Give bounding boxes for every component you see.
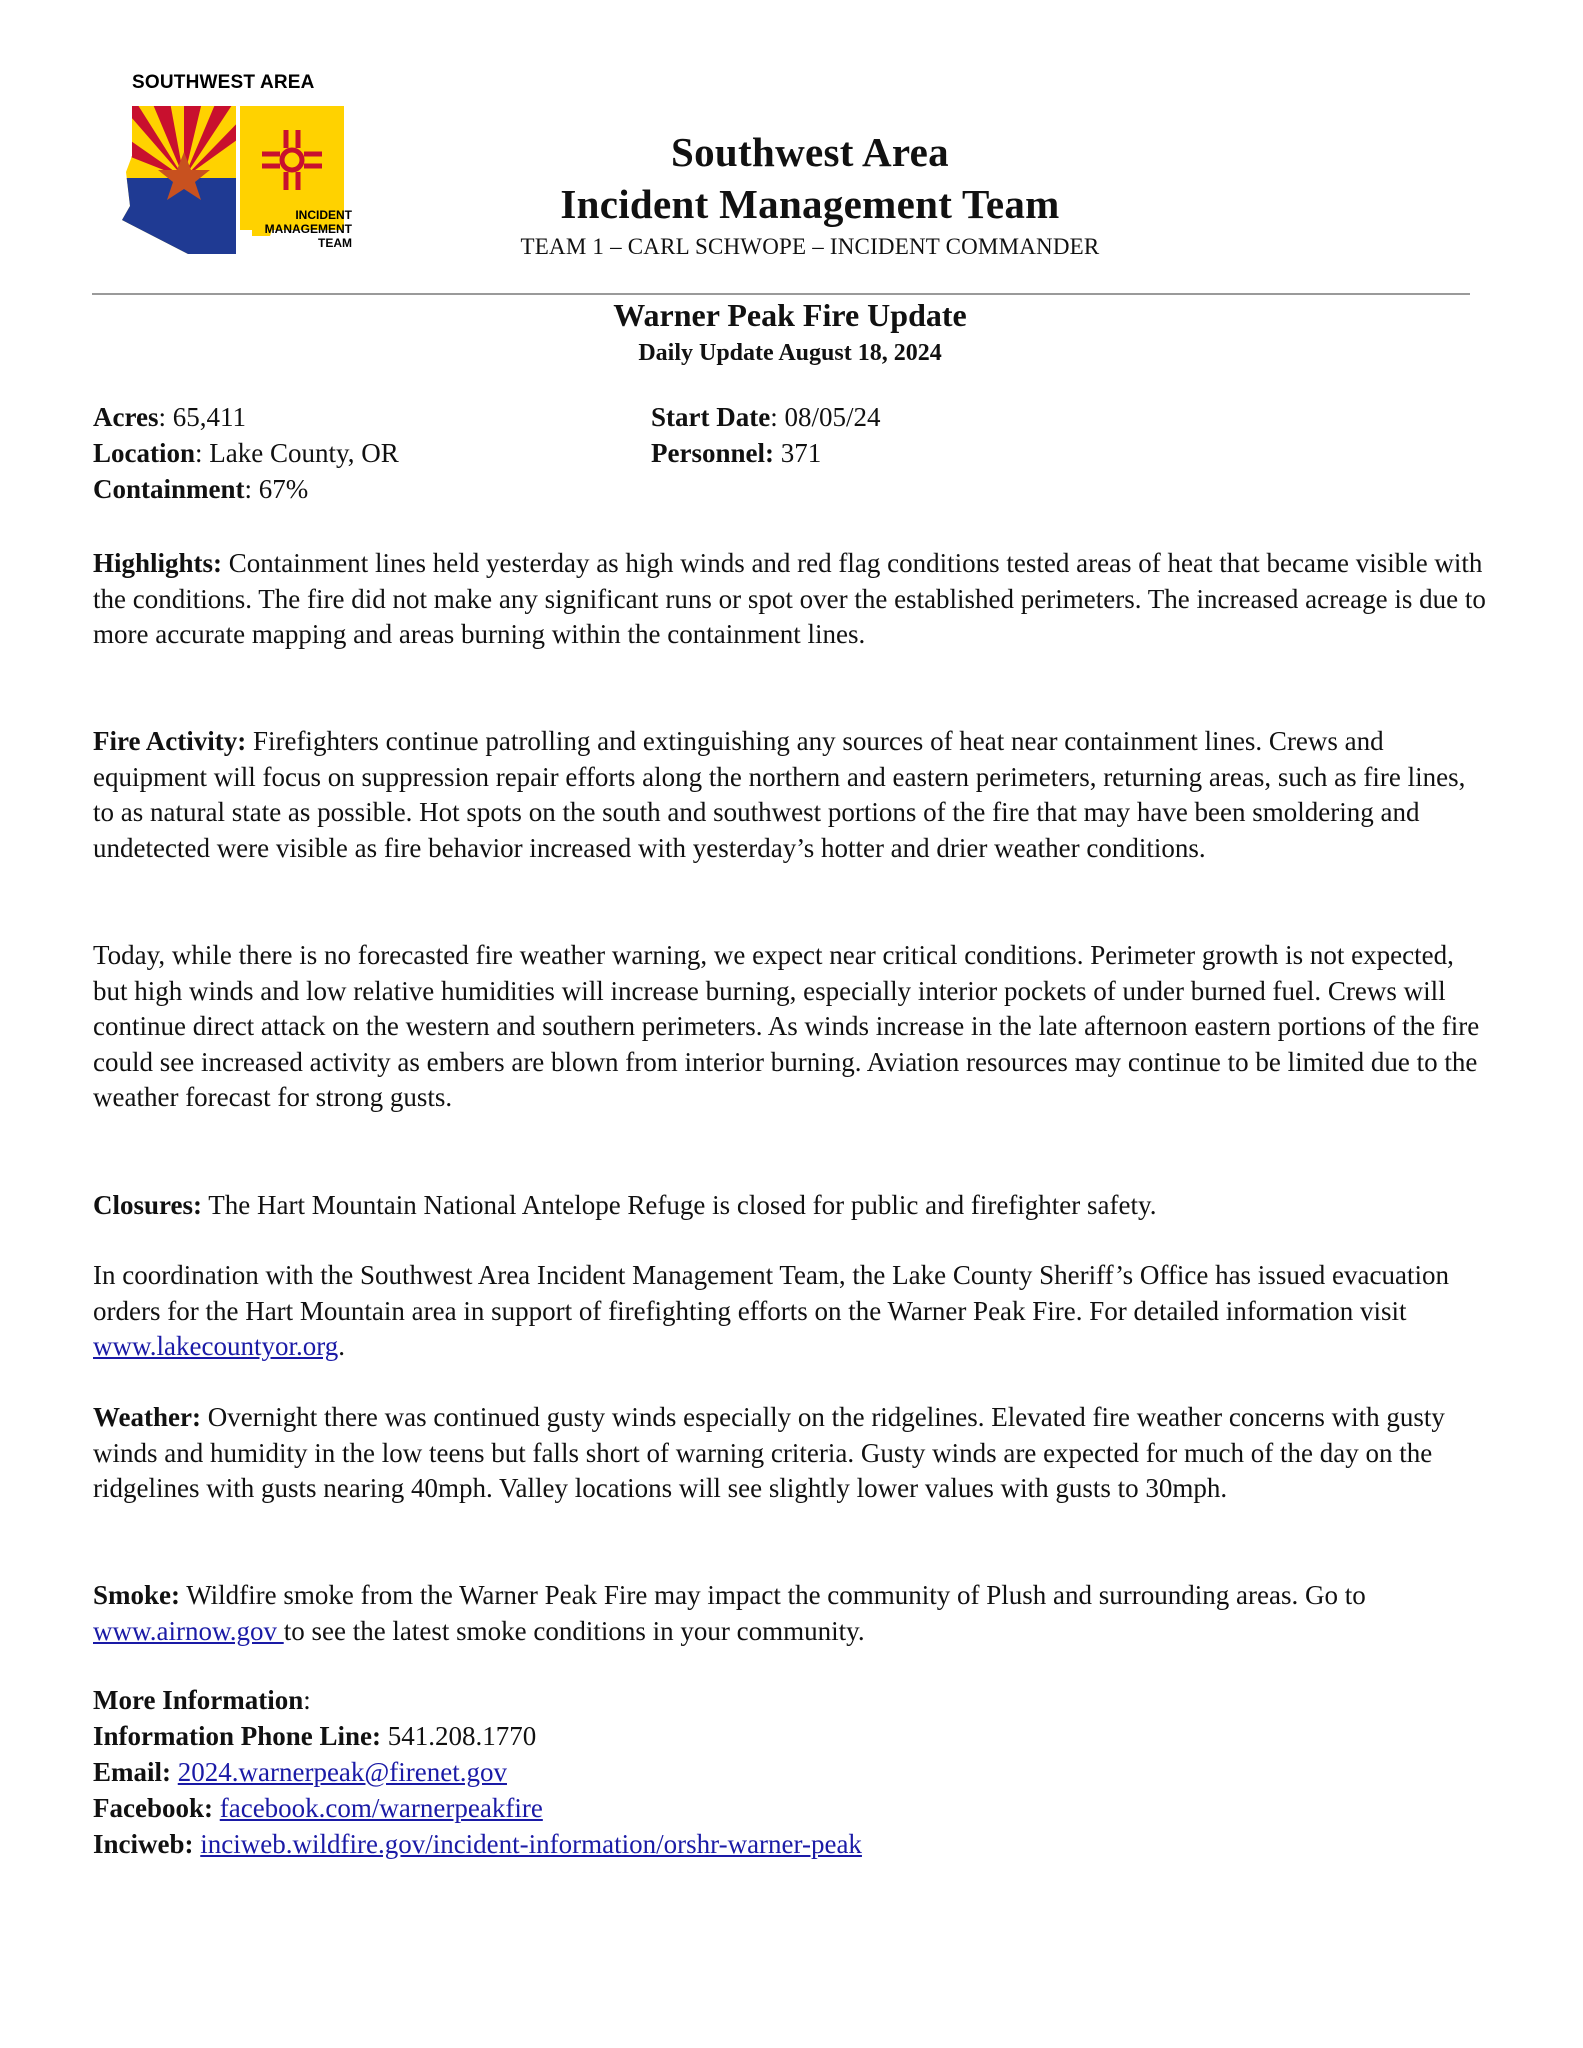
fact-label: Containment bbox=[93, 474, 245, 504]
section-label: Highlights: bbox=[93, 548, 223, 578]
logo-title: SOUTHWEST AREA bbox=[132, 72, 315, 93]
fact-separator: : bbox=[770, 402, 785, 432]
logo-sub-line: INCIDENT bbox=[295, 208, 352, 222]
section-text: The Hart Mountain National Antelope Refuge is closed for public and firefighter safety. bbox=[202, 1190, 1157, 1220]
coordination-paragraph bbox=[93, 1258, 1493, 1365]
info-label: Email: bbox=[93, 1757, 171, 1787]
fact-start-date bbox=[651, 402, 881, 433]
lake-county-link[interactable]: www.lakecountyor.org bbox=[93, 1331, 339, 1361]
header-divider bbox=[92, 293, 1470, 295]
smoke-paragraph bbox=[93, 1578, 1493, 1649]
fire-activity-paragraph bbox=[93, 724, 1493, 866]
airnow-link[interactable]: www.airnow.gov bbox=[93, 1615, 284, 1646]
phone-number: 541.208.1770 bbox=[387, 1721, 537, 1751]
closures-paragraph bbox=[93, 1188, 1493, 1224]
fact-separator bbox=[774, 438, 781, 468]
fact-separator: : bbox=[195, 438, 210, 468]
more-info-heading bbox=[93, 1685, 311, 1716]
section-text: Containment lines held yesterday as high winds and red flag conditions tested areas of heat that became visible with the conditions. The fire did not make any significant runs or spot over the established perimeters. The increased acreage is due to more accurate mapping and areas burning within the containment lines. bbox=[93, 548, 1486, 649]
org-name-line2: Incident Management Team bbox=[560, 181, 1060, 227]
document-title: Warner Peak Fire Update bbox=[613, 297, 967, 333]
info-label: Information Phone Line: bbox=[93, 1721, 382, 1751]
section-text: In coordination with the Southwest Area Incident Management Team, the Lake County Sheriff’s Office has issued evacuation orders for the Hart Mountain area in support of firefighting efforts on the Warner Peak Fire. For detailed information visit bbox=[93, 1260, 1449, 1326]
section-label: More Information bbox=[93, 1685, 304, 1715]
fact-label: Acres bbox=[93, 402, 159, 432]
fact-location bbox=[93, 438, 399, 469]
fact-label: Start Date bbox=[651, 402, 771, 432]
email-link[interactable]: 2024.warnerpeak@firenet.gov bbox=[177, 1757, 507, 1787]
info-label: Facebook: bbox=[93, 1793, 213, 1823]
section-text-end: . bbox=[338, 1331, 345, 1361]
fact-value: Lake County, OR bbox=[209, 438, 399, 468]
org-name-line1: Southwest Area bbox=[671, 129, 949, 175]
inciweb-link[interactable]: inciweb.wildfire.gov/incident-information/orshr-warner-peak bbox=[200, 1829, 862, 1859]
section-label: Closures: bbox=[93, 1190, 203, 1220]
fact-value: 65,411 bbox=[172, 402, 246, 432]
fact-acres bbox=[93, 402, 246, 433]
fact-value: 67% bbox=[258, 474, 309, 504]
section-text-end: to see the latest smoke conditions in your community. bbox=[283, 1615, 865, 1646]
section-text: Overnight there was continued gusty winds especially on the ridgelines. Elevated fire weather concerns with gusty winds and humidity in the low teens but falls short of warning criteria. Gusty winds are expected for much of the day on the ridgelines with gusts nearing 40mph. Valley locations will see slightly lower values with gusts to 30mph. bbox=[93, 1402, 1445, 1503]
info-label: Inciweb: bbox=[93, 1829, 194, 1859]
info-facebook-line bbox=[93, 1793, 543, 1824]
document-subtitle: Daily Update August 18, 2024 bbox=[638, 340, 942, 366]
weather-paragraph bbox=[93, 1400, 1493, 1507]
section-label: Fire Activity: bbox=[93, 726, 247, 756]
section-text: Firefighters continue patrolling and extinguishing any sources of heat near containment lines. Crews and equipment will focus on suppression repair efforts along the northern and eastern perimeters, returning areas, such as fire lines, to as natural state as possible. Hot spots on the south and southwest portions of the fire that may have been smoldering and undetected were visible as fire behavior increased with yesterday’s hotter and drier weather conditions. bbox=[93, 726, 1466, 863]
fact-separator: : bbox=[244, 474, 259, 504]
fact-label: Location bbox=[93, 438, 196, 468]
fact-value: 08/05/24 bbox=[784, 402, 881, 432]
logo-sub-line: MANAGEMENT bbox=[264, 222, 352, 236]
section-label: Weather: bbox=[93, 1402, 201, 1432]
fact-label: Personnel: bbox=[651, 438, 774, 468]
section-separator: : bbox=[303, 1685, 311, 1715]
fact-value: 371 bbox=[780, 438, 822, 468]
logo-sub-line: TEAM bbox=[318, 236, 352, 250]
info-phone-line bbox=[93, 1721, 536, 1752]
today-forecast-paragraph bbox=[93, 938, 1493, 1116]
highlights-paragraph bbox=[93, 546, 1493, 653]
section-text: Today, while there is no forecasted fire weather warning, we expect near critical conditions. Perimeter growth is not expected, but high winds and low relative humidities will increase burning, especially interior pockets of under burned fuel. Crews will continue direct attack on the western and southern perimeters. As winds increase in the late afternoon eastern portions of the fire could see increased activity as embers are blown from interior burning. Aviation resources may continue to be limited due to the weather forecast for strong gusts. bbox=[93, 940, 1480, 1112]
info-inciweb-line bbox=[93, 1829, 862, 1860]
team-commander-line: TEAM 1 – CARL SCHWOPE – INCIDENT COMMANDER bbox=[520, 234, 1100, 259]
section-label: Smoke: bbox=[93, 1580, 180, 1610]
fact-containment bbox=[93, 474, 308, 505]
fact-personnel bbox=[651, 438, 821, 469]
info-email-line bbox=[93, 1757, 507, 1788]
section-text: Wildfire smoke from the Warner Peak Fire may impact the community of Plush and surrounding areas. Go to bbox=[180, 1580, 1366, 1610]
facebook-link[interactable]: facebook.com/warnerpeakfire bbox=[219, 1793, 543, 1823]
fact-separator: : bbox=[158, 402, 173, 432]
